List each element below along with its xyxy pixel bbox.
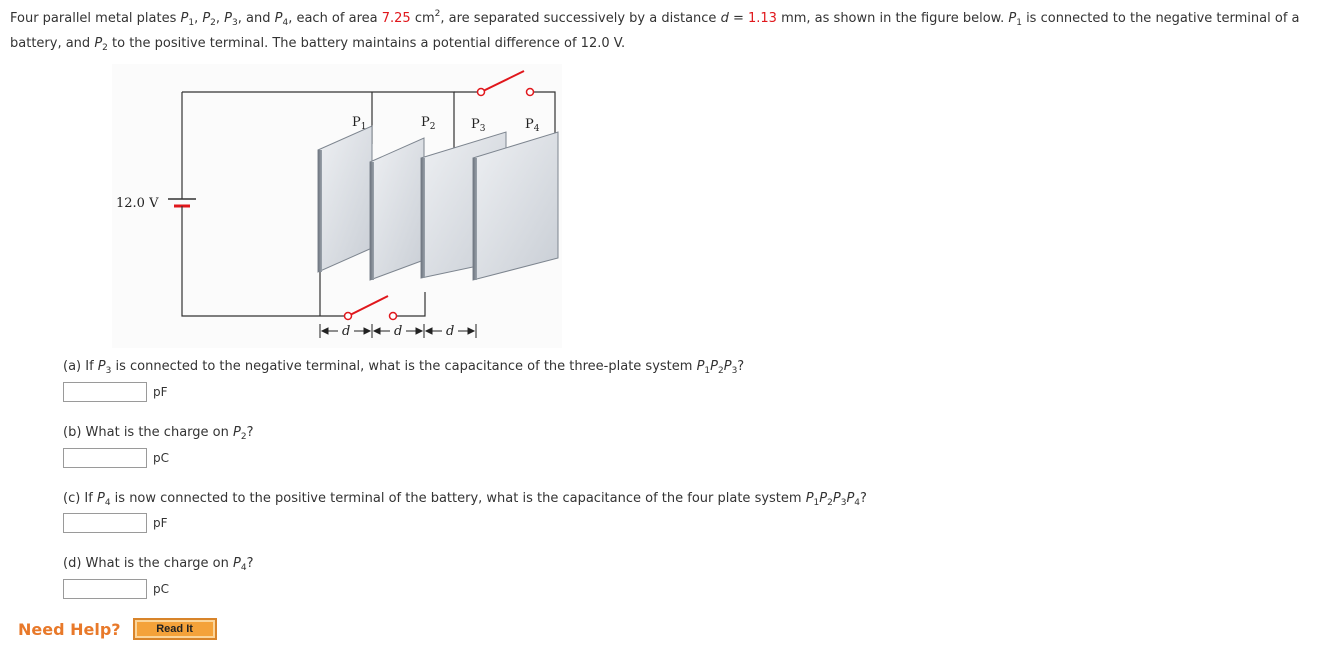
answer-input-b[interactable] [63, 448, 147, 468]
capacitor-circuit-figure [112, 64, 562, 348]
read-it-button[interactable]: Read It [133, 618, 217, 640]
plate-label-p2: $P_2$ [421, 115, 436, 132]
answer-row-c [63, 513, 168, 533]
d-label-3: d [446, 324, 455, 339]
plate-label-p3: $P_3$ [471, 117, 486, 134]
answer-input-d[interactable] [63, 579, 147, 599]
battery-voltage-label: 12.0 V [116, 196, 159, 211]
question-d: (d) What is the charge on $P_4$? [63, 556, 254, 573]
d-label-2: d [394, 324, 403, 339]
unit-label-b: pC [153, 451, 169, 465]
answer-input-a[interactable] [63, 382, 147, 402]
plate-label-p4: $P_4$ [525, 117, 540, 134]
unit-label-d: pC [153, 582, 169, 596]
question-c: (c) If $P_4$ is now connected to the positive terminal of the battery, what is the capacitance of the four plate system $P_1P_2P_3P_4$? [63, 491, 867, 508]
question-a: (a) If $P_3$ is connected to the negative terminal, what is the capacitance of the three-plate system $P_1P_2P_3$? [63, 359, 745, 376]
problem-statement: Four parallel metal plates $P_1$, $P_2$, $P_3$, and $P_4$, each of area 7.25 $cm^2$, are separated successively by a distance d = 1.13 mm, as shown in the figure below. $P_1$ is connected to the negative terminal of a battery, and $P_2$ to the positive terminal. The battery maintains a potential difference of 12.0 V. [10, 9, 1300, 53]
plate-label-p1: $P_1$ [352, 115, 367, 132]
need-help-label: Need Help? [18, 619, 121, 639]
distance-value: 1.13 [748, 11, 777, 26]
question-b: (b) What is the charge on $P_2$? [63, 425, 254, 442]
unit-label-a: pF [153, 385, 168, 399]
answer-input-c[interactable] [63, 513, 147, 533]
d-label-1: d [342, 324, 351, 339]
answer-row-d [63, 579, 169, 599]
plate-p1 [318, 126, 372, 272]
answer-row-b [63, 448, 169, 468]
unit-label-c: pF [153, 516, 168, 530]
answer-row-a [63, 382, 168, 402]
area-value: 7.25 [381, 11, 411, 26]
plate-p4 [473, 132, 558, 280]
need-help-section [18, 618, 217, 640]
plate-p2 [370, 138, 424, 280]
